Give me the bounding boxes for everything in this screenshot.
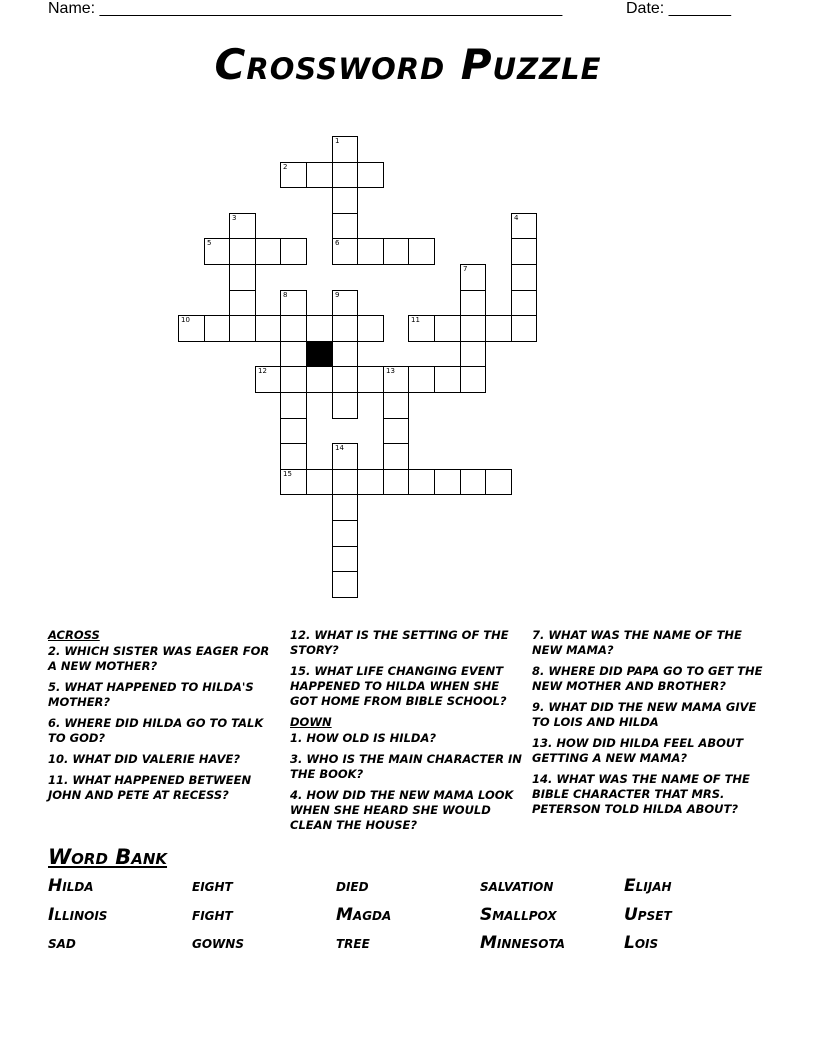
across-clue: 11. WHAT HAPPENED BETWEEN JOHN AND PETE AT RECESS? — [48, 773, 252, 802]
grid-cell[interactable] — [332, 238, 358, 265]
clue-number: 6 — [335, 239, 340, 247]
clue-number: 1 — [335, 137, 340, 145]
grid-cell[interactable] — [280, 418, 307, 444]
clues-column-2 — [290, 628, 522, 839]
grid-cell[interactable] — [332, 341, 358, 367]
grid-cell[interactable] — [332, 520, 358, 547]
down-clue: 1. HOW OLD IS HILDA? — [290, 731, 437, 745]
grid-cell[interactable] — [511, 264, 537, 291]
word-bank-word: gowns — [192, 933, 244, 953]
down-clue: 13. HOW DID HILDA FEEL ABOUT GETTING A NEW MAMA? — [532, 736, 744, 765]
down-clue: 7. WHAT WAS THE NAME OF THE NEW MAMA? — [532, 628, 742, 657]
grid-cell[interactable] — [332, 546, 358, 572]
grid-cell[interactable] — [511, 238, 537, 265]
word-bank-word: Upset — [624, 905, 672, 925]
clue-number: 13 — [386, 367, 395, 375]
grid-cell[interactable] — [255, 238, 281, 265]
grid-cell[interactable] — [229, 264, 256, 291]
grid-cell[interactable] — [280, 315, 307, 342]
word-bank-word: Minnesota — [480, 933, 566, 953]
grid-cell[interactable] — [229, 315, 256, 342]
grid-cell[interactable] — [332, 443, 358, 470]
grid-cell[interactable] — [485, 315, 512, 342]
word-bank-word: Smallpox — [480, 905, 557, 925]
grid-cell[interactable] — [204, 238, 230, 265]
grid-cell[interactable] — [306, 469, 333, 495]
down-clue: 4. HOW DID THE NEW MAMA LOOK WHEN SHE HEARD SHE WOULD CLEAN THE HOUSE? — [290, 788, 514, 832]
date-field-label: Date: _______ — [626, 0, 731, 17]
down-clue: 3. WHO IS THE MAIN CHARACTER IN THE BOOK? — [290, 752, 522, 781]
grid-cell[interactable] — [434, 366, 461, 393]
grid-cell[interactable] — [332, 494, 358, 521]
grid-cell[interactable] — [332, 162, 358, 188]
grid-cell[interactable] — [229, 238, 256, 265]
clue-number: 4 — [514, 214, 519, 222]
grid-block — [306, 341, 333, 367]
clue-number: 14 — [335, 444, 344, 452]
grid-cell[interactable] — [229, 213, 256, 239]
word-bank-word: Magda — [336, 905, 392, 925]
across-clue: 5. WHAT HAPPENED TO HILDA'S MOTHER? — [48, 680, 254, 709]
grid-cell[interactable] — [408, 366, 435, 393]
grid-cell[interactable] — [357, 366, 384, 393]
grid-cell[interactable] — [511, 213, 537, 239]
grid-cell[interactable] — [306, 315, 333, 342]
grid-cell[interactable] — [383, 418, 409, 444]
grid-cell[interactable] — [357, 315, 384, 342]
word-bank-word: Lois — [624, 933, 659, 953]
page-title: Crossword Puzzle — [214, 40, 602, 89]
grid-cell[interactable] — [280, 443, 307, 470]
word-bank-word: Hilda — [48, 876, 94, 896]
grid-cell[interactable] — [332, 187, 358, 214]
grid-cell[interactable] — [204, 315, 230, 342]
grid-cell[interactable] — [332, 392, 358, 419]
grid-cell[interactable] — [332, 290, 358, 316]
grid-cell[interactable] — [178, 315, 205, 342]
grid-cell[interactable] — [280, 392, 307, 419]
across-clue: 6. WHERE DID HILDA GO TO TALK TO GOD? — [48, 716, 264, 745]
grid-cell[interactable] — [357, 162, 384, 188]
grid-cell[interactable] — [332, 366, 358, 393]
name-field-label: Name: ____________________________________________________ — [48, 0, 563, 17]
across-clue: 10. WHAT DID VALERIE HAVE? — [48, 752, 241, 766]
grid-cell[interactable] — [357, 469, 384, 495]
grid-cell[interactable] — [383, 443, 409, 470]
grid-cell[interactable] — [280, 162, 307, 188]
grid-cell[interactable] — [383, 238, 409, 265]
grid-cell[interactable] — [460, 341, 486, 367]
grid-cell[interactable] — [280, 469, 307, 495]
grid-cell[interactable] — [434, 469, 461, 495]
clue-number: 3 — [232, 214, 237, 222]
grid-cell[interactable] — [280, 290, 307, 316]
clue-number: 2 — [283, 163, 288, 171]
grid-cell[interactable] — [306, 162, 333, 188]
grid-cell[interactable] — [460, 315, 486, 342]
clue-number: 9 — [335, 291, 340, 299]
grid-cell[interactable] — [408, 238, 435, 265]
grid-cell[interactable] — [434, 315, 461, 342]
across-clue: 15. WHAT LIFE CHANGING EVENT HAPPENED TO HILDA WHEN SHE GOT HOME FROM BIBLE SCHOOL? — [290, 664, 507, 708]
grid-cell[interactable] — [280, 341, 307, 367]
word-bank-word: salvation — [480, 876, 554, 896]
grid-cell[interactable] — [383, 392, 409, 419]
clue-number: 10 — [181, 316, 190, 324]
word-bank-word: tree — [336, 933, 370, 953]
grid-cell[interactable] — [332, 315, 358, 342]
across-clue: 12. WHAT IS THE SETTING OF THE STORY? — [290, 628, 509, 657]
grid-cell[interactable] — [280, 366, 307, 393]
grid-cell[interactable] — [460, 264, 486, 291]
grid-cell[interactable] — [306, 366, 333, 393]
grid-cell[interactable] — [332, 571, 358, 598]
clue-number: 12 — [258, 367, 267, 375]
grid-cell[interactable] — [460, 469, 486, 495]
word-bank-word: Illinois — [48, 905, 108, 925]
word-bank-word: fight — [192, 905, 233, 925]
clue-number: 7 — [463, 265, 468, 273]
grid-cell[interactable] — [332, 136, 358, 163]
down-clue: 8. WHERE DID PAPA GO TO GET THE NEW MOTHER AND BROTHER? — [532, 664, 763, 693]
down-clue: 9. WHAT DID THE NEW MAMA GIVE TO LOIS AND HILDA — [532, 700, 757, 729]
clues-column-3 — [532, 628, 764, 823]
grid-cell[interactable] — [408, 469, 435, 495]
grid-cell[interactable] — [460, 366, 486, 393]
down-clue: 14. WHAT WAS THE NAME OF THE BIBLE CHARACTER THAT MRS. PETERSON TOLD HILDA ABOUT? — [532, 772, 750, 816]
grid-cell[interactable] — [408, 315, 435, 342]
grid-cell[interactable] — [332, 469, 358, 495]
word-bank-word: Elijah — [624, 876, 672, 896]
down-heading: DOWN — [290, 715, 332, 729]
across-heading: ACROSS — [48, 628, 100, 642]
clue-number: 11 — [411, 316, 420, 324]
word-bank-word: died — [336, 876, 369, 896]
clue-number: 8 — [283, 291, 288, 299]
word-bank-word: eight — [192, 876, 233, 896]
grid-cell[interactable] — [485, 469, 512, 495]
word-bank-word: sad — [48, 933, 76, 953]
grid-cell[interactable] — [229, 290, 256, 316]
grid-cell[interactable] — [383, 469, 409, 495]
clues-column-1 — [48, 628, 273, 809]
grid-cell[interactable] — [460, 290, 486, 316]
grid-cell[interactable] — [280, 238, 307, 265]
word-bank-heading: Word Bank — [48, 845, 168, 869]
grid-cell[interactable] — [255, 366, 281, 393]
across-clue: 2. WHICH SISTER WAS EAGER FOR A NEW MOTHER? — [48, 644, 270, 673]
grid-cell[interactable] — [511, 290, 537, 316]
grid-cell[interactable] — [357, 238, 384, 265]
grid-cell[interactable] — [383, 366, 409, 393]
grid-cell[interactable] — [511, 315, 537, 342]
grid-cell[interactable] — [332, 213, 358, 239]
clue-number: 15 — [283, 470, 292, 478]
grid-cell[interactable] — [255, 315, 281, 342]
clue-number: 5 — [207, 239, 212, 247]
